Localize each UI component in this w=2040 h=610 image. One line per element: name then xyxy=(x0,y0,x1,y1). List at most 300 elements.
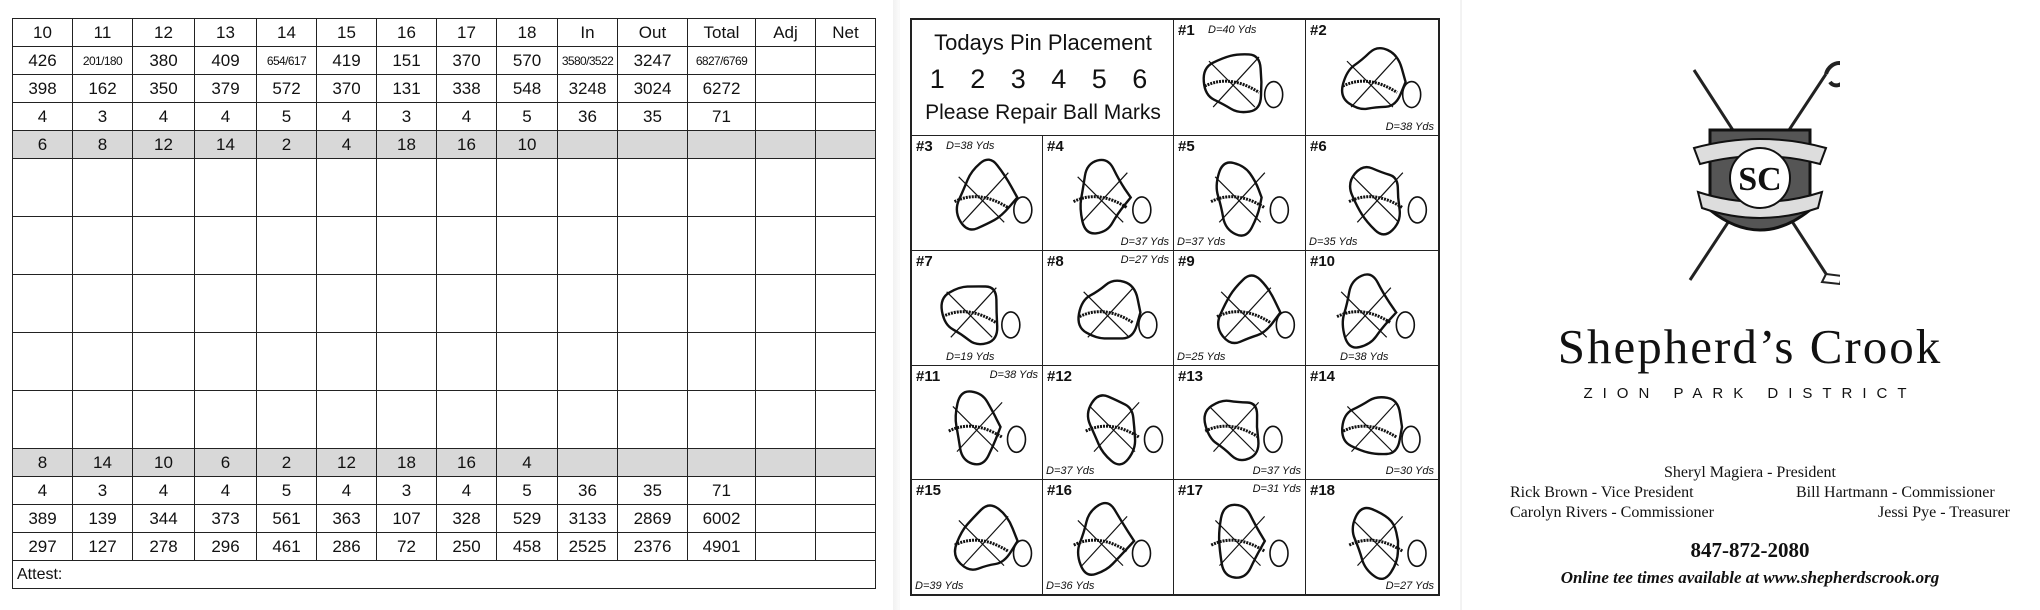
player-score-row[interactable] xyxy=(13,275,876,333)
green-outline xyxy=(1043,251,1174,366)
score-cell: 3 xyxy=(377,103,437,131)
bunker-shape xyxy=(1270,197,1288,223)
district-name: ZION PARK DISTRICT xyxy=(1583,385,1917,402)
score-cell: 6 xyxy=(13,131,73,159)
official-president: Sheryl Magiera - President xyxy=(1664,464,1836,481)
score-entry-cell[interactable] xyxy=(195,333,257,391)
score-entry-cell[interactable] xyxy=(688,391,756,449)
zone-divider xyxy=(1078,177,1124,223)
score-cell: 380 xyxy=(133,47,195,75)
score-cell: 373 xyxy=(195,505,257,533)
hole-number: #6 xyxy=(1310,138,1327,155)
green-shape xyxy=(1353,508,1398,579)
score-cell: 18 xyxy=(377,449,437,477)
score-entry-cell[interactable] xyxy=(558,217,618,275)
score-cell: 3247 xyxy=(618,47,688,75)
score-entry-cell[interactable] xyxy=(317,217,377,275)
score-cell: 370 xyxy=(437,47,497,75)
score-entry-cell[interactable] xyxy=(816,333,876,391)
hole-diagram xyxy=(1306,366,1438,480)
bunker-shape xyxy=(1408,540,1426,566)
player-score-row[interactable] xyxy=(13,333,876,391)
club-name: Shepherd’s Crook xyxy=(1557,319,1943,374)
score-entry-cell[interactable] xyxy=(756,391,816,449)
hole-diagram xyxy=(1043,480,1174,594)
official-treasurer: Jessi Pye - Treasurer xyxy=(1878,504,2010,521)
score-entry-cell[interactable] xyxy=(133,217,195,275)
bunker-shape xyxy=(1270,540,1288,566)
score-cell: 71 xyxy=(688,103,756,131)
score-entry-cell[interactable] xyxy=(133,275,195,333)
score-cell: 363 xyxy=(317,505,377,533)
score-cell xyxy=(756,131,816,159)
score-cell: 461 xyxy=(257,533,317,561)
score-entry-cell[interactable] xyxy=(437,333,497,391)
score-entry-cell[interactable] xyxy=(437,391,497,449)
score-cell: 10 xyxy=(13,19,73,47)
score-entry-cell[interactable] xyxy=(377,333,437,391)
score-entry-cell[interactable] xyxy=(497,333,558,391)
hole-diagram xyxy=(1043,136,1174,251)
score-cell: 426 xyxy=(13,47,73,75)
score-cell: 3 xyxy=(377,477,437,505)
hole-number: #1 xyxy=(1178,22,1195,39)
score-entry-cell[interactable] xyxy=(497,275,558,333)
bunker-shape xyxy=(1264,426,1282,452)
score-cell: 409 xyxy=(195,47,257,75)
score-cell: 16 xyxy=(437,131,497,159)
score-cell: 250 xyxy=(437,533,497,561)
score-cell: 4 xyxy=(317,131,377,159)
score-cell: 18 xyxy=(377,131,437,159)
bunker-shape xyxy=(1139,312,1157,338)
score-cell xyxy=(756,533,816,561)
score-cell: 297 xyxy=(13,533,73,561)
green-depth: D=25 Yds xyxy=(1177,351,1226,363)
score-cell: 4 xyxy=(13,477,73,505)
score-cell xyxy=(816,47,876,75)
green-outline xyxy=(1306,480,1438,594)
score-entry-cell[interactable] xyxy=(688,333,756,391)
score-cell: 107 xyxy=(377,505,437,533)
ladies-tee-row xyxy=(13,505,876,533)
score-entry-cell[interactable] xyxy=(377,217,437,275)
score-cell: 8 xyxy=(13,449,73,477)
score-cell: 419 xyxy=(317,47,377,75)
score-cell: 3580/3522 xyxy=(558,47,618,75)
score-entry-cell[interactable] xyxy=(558,391,618,449)
score-cell xyxy=(618,449,688,477)
green-outline xyxy=(912,480,1043,594)
score-cell: 398 xyxy=(13,75,73,103)
header-row xyxy=(13,19,876,47)
score-cell xyxy=(816,477,876,505)
bunker-shape xyxy=(1132,540,1150,566)
green-outline xyxy=(1174,20,1306,136)
green-shape xyxy=(1350,167,1400,234)
score-entry-cell[interactable] xyxy=(73,217,133,275)
hole-diagram xyxy=(1306,480,1438,594)
score-cell: 2376 xyxy=(618,533,688,561)
green-outline xyxy=(1306,20,1438,136)
bunker-shape xyxy=(1265,82,1283,108)
hole-number: #14 xyxy=(1310,368,1336,385)
score-cell: 3024 xyxy=(618,75,688,103)
score-cell: 4 xyxy=(195,477,257,505)
score-entry-cell[interactable] xyxy=(816,217,876,275)
score-cell xyxy=(816,131,876,159)
bunker-shape xyxy=(1402,426,1420,452)
brand-panel xyxy=(1460,0,2040,610)
green-depth: D=38 Yds xyxy=(946,140,995,152)
phone-number: 847-872-2080 xyxy=(1690,538,1810,562)
score-entry-cell[interactable] xyxy=(13,275,73,333)
score-cell: 71 xyxy=(688,477,756,505)
score-entry-cell[interactable] xyxy=(437,159,497,217)
score-entry-cell[interactable] xyxy=(618,159,688,217)
score-cell: 8 xyxy=(73,131,133,159)
zone-divider xyxy=(1090,406,1135,451)
score-entry-cell[interactable] xyxy=(195,159,257,217)
bunker-shape xyxy=(1014,197,1032,223)
score-entry-cell[interactable] xyxy=(618,391,688,449)
green-depth: D=27 Yds xyxy=(1385,580,1434,592)
green-outline xyxy=(1043,480,1174,594)
hole-diagram xyxy=(1306,136,1438,251)
score-entry-cell[interactable] xyxy=(195,391,257,449)
score-entry-cell[interactable] xyxy=(133,391,195,449)
pin-title: Todays Pin Placement xyxy=(934,30,1152,55)
score-cell: 18 xyxy=(497,19,558,47)
score-entry-cell[interactable] xyxy=(437,275,497,333)
hole-diagram xyxy=(1174,251,1306,366)
score-cell: 36 xyxy=(558,477,618,505)
green-depth: D=40 Yds xyxy=(1208,24,1257,36)
score-cell: 4 xyxy=(13,103,73,131)
green-depth: D=19 Yds xyxy=(946,351,995,363)
green-depth: D=35 Yds xyxy=(1309,236,1358,248)
score-cell: 127 xyxy=(73,533,133,561)
hole-number: #17 xyxy=(1178,482,1204,499)
bunker-shape xyxy=(1007,426,1025,452)
hole-number: #2 xyxy=(1310,22,1327,39)
hole-number: #7 xyxy=(916,253,933,270)
green-outline xyxy=(1306,366,1438,480)
hole-number: #10 xyxy=(1310,253,1336,270)
ladies-tee-row xyxy=(13,533,876,561)
score-entry-cell[interactable] xyxy=(688,217,756,275)
score-cell: 6 xyxy=(195,449,257,477)
score-entry-cell[interactable] xyxy=(756,217,816,275)
green-outline xyxy=(1306,136,1438,251)
score-cell: 17 xyxy=(437,19,497,47)
tee-row xyxy=(13,75,876,103)
score-cell: Total xyxy=(688,19,756,47)
green-depth: D=37 Yds xyxy=(1252,465,1301,477)
score-cell: 654/617 xyxy=(257,47,317,75)
score-entry-cell[interactable] xyxy=(317,391,377,449)
score-cell: 389 xyxy=(13,505,73,533)
score-entry-cell[interactable] xyxy=(816,275,876,333)
hole-diagram xyxy=(1174,20,1306,136)
score-cell: 4 xyxy=(437,477,497,505)
score-cell: 5 xyxy=(257,477,317,505)
score-cell: 344 xyxy=(133,505,195,533)
hole-number: #18 xyxy=(1310,482,1336,499)
attest-row xyxy=(13,561,876,589)
score-entry-cell[interactable] xyxy=(437,217,497,275)
official-commissioner-2: Carolyn Rivers - Commissioner xyxy=(1510,504,1714,521)
score-entry-cell[interactable] xyxy=(73,159,133,217)
score-cell: 458 xyxy=(497,533,558,561)
score-cell: 4901 xyxy=(688,533,756,561)
score-cell: 6272 xyxy=(688,75,756,103)
score-cell xyxy=(816,449,876,477)
score-cell: 10 xyxy=(497,131,558,159)
hole-diagram xyxy=(1174,480,1306,594)
green-outline xyxy=(1174,480,1306,594)
score-entry-cell[interactable] xyxy=(257,391,317,449)
score-cell: 12 xyxy=(317,449,377,477)
hole-number: #13 xyxy=(1178,368,1204,385)
score-cell: 4 xyxy=(497,449,558,477)
zone-divider xyxy=(1341,292,1387,338)
score-cell: 2 xyxy=(257,131,317,159)
green-shape xyxy=(955,505,1018,569)
hole-number: #16 xyxy=(1047,482,1073,499)
tee-row xyxy=(13,103,876,131)
score-entry-cell[interactable] xyxy=(73,333,133,391)
score-entry-cell[interactable] xyxy=(195,275,257,333)
score-entry-cell[interactable] xyxy=(317,275,377,333)
score-cell xyxy=(558,449,618,477)
zone-divider xyxy=(959,520,1004,565)
official-vice-president: Rick Brown - Vice President xyxy=(1510,484,1694,501)
score-entry-cell[interactable] xyxy=(756,159,816,217)
hole-diagram xyxy=(912,366,1043,480)
score-cell: 5 xyxy=(257,103,317,131)
score-cell: 4 xyxy=(133,477,195,505)
score-entry-cell[interactable] xyxy=(497,217,558,275)
score-entry-cell[interactable] xyxy=(195,217,257,275)
pin-placement-grid xyxy=(910,18,1440,596)
bunker-shape xyxy=(1013,540,1031,566)
hole-diagram xyxy=(1306,251,1438,366)
score-entry-cell[interactable] xyxy=(257,159,317,217)
green-outline xyxy=(912,366,1043,480)
green-depth: D=37 Yds xyxy=(1046,465,1095,477)
score-entry-cell[interactable] xyxy=(133,159,195,217)
score-cell: 151 xyxy=(377,47,437,75)
score-cell: 2525 xyxy=(558,533,618,561)
score-entry-cell[interactable] xyxy=(73,275,133,333)
zone-divider xyxy=(959,177,1005,223)
player-score-row[interactable] xyxy=(13,391,876,449)
score-cell xyxy=(756,75,816,103)
hole-diagram xyxy=(1043,366,1174,480)
score-entry-cell[interactable] xyxy=(618,275,688,333)
handicap-row-ladies xyxy=(13,449,876,477)
green-depth: D=38 Yds xyxy=(1340,351,1389,363)
score-cell: 72 xyxy=(377,533,437,561)
tee-row xyxy=(13,47,876,75)
score-entry-cell[interactable] xyxy=(257,333,317,391)
score-cell xyxy=(816,75,876,103)
hole-number: #3 xyxy=(916,138,933,155)
score-entry-cell[interactable] xyxy=(688,275,756,333)
score-cell: 35 xyxy=(618,103,688,131)
player-score-row[interactable] xyxy=(13,217,876,275)
score-entry-cell[interactable] xyxy=(13,159,73,217)
score-entry-cell[interactable] xyxy=(558,275,618,333)
score-entry-cell[interactable] xyxy=(497,159,558,217)
score-entry-cell[interactable] xyxy=(688,159,756,217)
score-cell: 16 xyxy=(377,19,437,47)
green-outline xyxy=(1043,136,1174,251)
score-cell: 131 xyxy=(377,75,437,103)
score-entry-cell[interactable] xyxy=(13,391,73,449)
score-cell xyxy=(618,131,688,159)
score-cell: 2869 xyxy=(618,505,688,533)
zone-divider xyxy=(1221,292,1267,338)
score-cell: 14 xyxy=(195,131,257,159)
score-entry-cell[interactable] xyxy=(377,391,437,449)
monogram-text: SC xyxy=(1738,161,1782,198)
score-cell: 3 xyxy=(73,103,133,131)
score-entry-cell[interactable] xyxy=(618,217,688,275)
score-entry-cell[interactable] xyxy=(257,275,317,333)
green-depth: D=36 Yds xyxy=(1046,580,1095,592)
hole-diagram xyxy=(1306,20,1438,136)
green-outline xyxy=(1174,366,1306,480)
score-cell: 3248 xyxy=(558,75,618,103)
score-entry-cell[interactable] xyxy=(133,333,195,391)
score-entry-cell[interactable] xyxy=(377,159,437,217)
score-cell: 561 xyxy=(257,505,317,533)
score-cell: 278 xyxy=(133,533,195,561)
score-cell: 548 xyxy=(497,75,558,103)
bunker-shape xyxy=(1002,312,1020,338)
score-cell: 10 xyxy=(133,449,195,477)
green-depth: D=38 Yds xyxy=(1385,121,1434,133)
score-entry-cell[interactable] xyxy=(756,275,816,333)
score-entry-cell[interactable] xyxy=(756,333,816,391)
score-cell: 35 xyxy=(618,477,688,505)
handicap-row xyxy=(13,131,876,159)
score-cell: 16 xyxy=(437,449,497,477)
bunker-shape xyxy=(1403,82,1421,108)
score-entry-cell[interactable] xyxy=(257,217,317,275)
score-cell: 12 xyxy=(133,19,195,47)
score-entry-cell[interactable] xyxy=(618,333,688,391)
score-cell: 328 xyxy=(437,505,497,533)
green-depth: D=27 Yds xyxy=(1120,254,1169,266)
score-cell: In xyxy=(558,19,618,47)
score-entry-cell[interactable] xyxy=(558,159,618,217)
hole-number: #4 xyxy=(1047,138,1064,155)
bunker-shape xyxy=(1144,426,1162,452)
score-cell xyxy=(756,505,816,533)
hole-diagram xyxy=(912,251,1043,366)
zone-divider xyxy=(1084,292,1130,338)
score-cell: 3 xyxy=(73,477,133,505)
score-cell: 570 xyxy=(497,47,558,75)
score-cell: 350 xyxy=(133,75,195,103)
hole-diagram xyxy=(1043,251,1174,366)
score-entry-cell[interactable] xyxy=(377,275,437,333)
score-cell: 12 xyxy=(133,131,195,159)
score-entry-cell[interactable] xyxy=(558,333,618,391)
score-cell: 4 xyxy=(437,103,497,131)
green-shape xyxy=(1217,163,1262,236)
score-entry-cell[interactable] xyxy=(816,391,876,449)
zone-divider xyxy=(1347,406,1392,451)
bunker-shape xyxy=(1408,197,1426,223)
score-cell: 4 xyxy=(133,103,195,131)
bunker-shape xyxy=(1133,197,1151,223)
score-entry-cell[interactable] xyxy=(13,217,73,275)
score-cell xyxy=(558,131,618,159)
zone-divider xyxy=(1353,177,1399,223)
score-cell: 6827/6769 xyxy=(688,47,756,75)
score-cell xyxy=(756,449,816,477)
score-entry-cell[interactable] xyxy=(317,159,377,217)
green-depth: D=38 Yds xyxy=(989,369,1038,381)
hole-number: #12 xyxy=(1047,368,1073,385)
green-depth: D=39 Yds xyxy=(915,580,964,592)
green-depth: D=37 Yds xyxy=(1120,236,1169,248)
green-depth: D=37 Yds xyxy=(1177,236,1226,248)
score-entry-cell[interactable] xyxy=(317,333,377,391)
zone-divider xyxy=(1347,61,1393,107)
score-cell xyxy=(756,47,816,75)
score-entry-cell[interactable] xyxy=(497,391,558,449)
official-commissioner-1: Bill Hartmann - Commissioner xyxy=(1796,484,1995,501)
score-cell: 13 xyxy=(195,19,257,47)
score-entry-cell[interactable] xyxy=(13,333,73,391)
pin-numbers: 1 2 3 4 5 6 xyxy=(929,64,1157,94)
score-cell: 11 xyxy=(73,19,133,47)
zone-divider xyxy=(1353,520,1398,565)
scorecard-table xyxy=(12,18,876,589)
green-outline xyxy=(1306,251,1438,366)
bunker-shape xyxy=(1396,312,1414,338)
score-cell: 5 xyxy=(497,477,558,505)
score-cell: Out xyxy=(618,19,688,47)
score-cell: 2 xyxy=(257,449,317,477)
green-depth: D=30 Yds xyxy=(1385,465,1434,477)
green-shape xyxy=(1218,276,1280,343)
score-cell xyxy=(756,103,816,131)
score-cell: 14 xyxy=(73,449,133,477)
attest-field[interactable]: Attest: xyxy=(13,561,876,589)
score-cell: 139 xyxy=(73,505,133,533)
score-cell: 36 xyxy=(558,103,618,131)
score-cell xyxy=(756,477,816,505)
player-score-row[interactable] xyxy=(13,159,876,217)
score-entry-cell[interactable] xyxy=(73,391,133,449)
score-entry-cell[interactable] xyxy=(816,159,876,217)
score-cell xyxy=(688,449,756,477)
score-cell: 4 xyxy=(317,103,377,131)
ladies-tee-row xyxy=(13,477,876,505)
website-notice: Online tee times available at www.shepherdscrook.org xyxy=(1560,568,1940,587)
hole-diagram xyxy=(1174,136,1306,251)
score-cell: 14 xyxy=(257,19,317,47)
crook-hook-icon xyxy=(1826,63,1840,85)
club-logo xyxy=(1680,60,1840,296)
score-cell: 162 xyxy=(73,75,133,103)
